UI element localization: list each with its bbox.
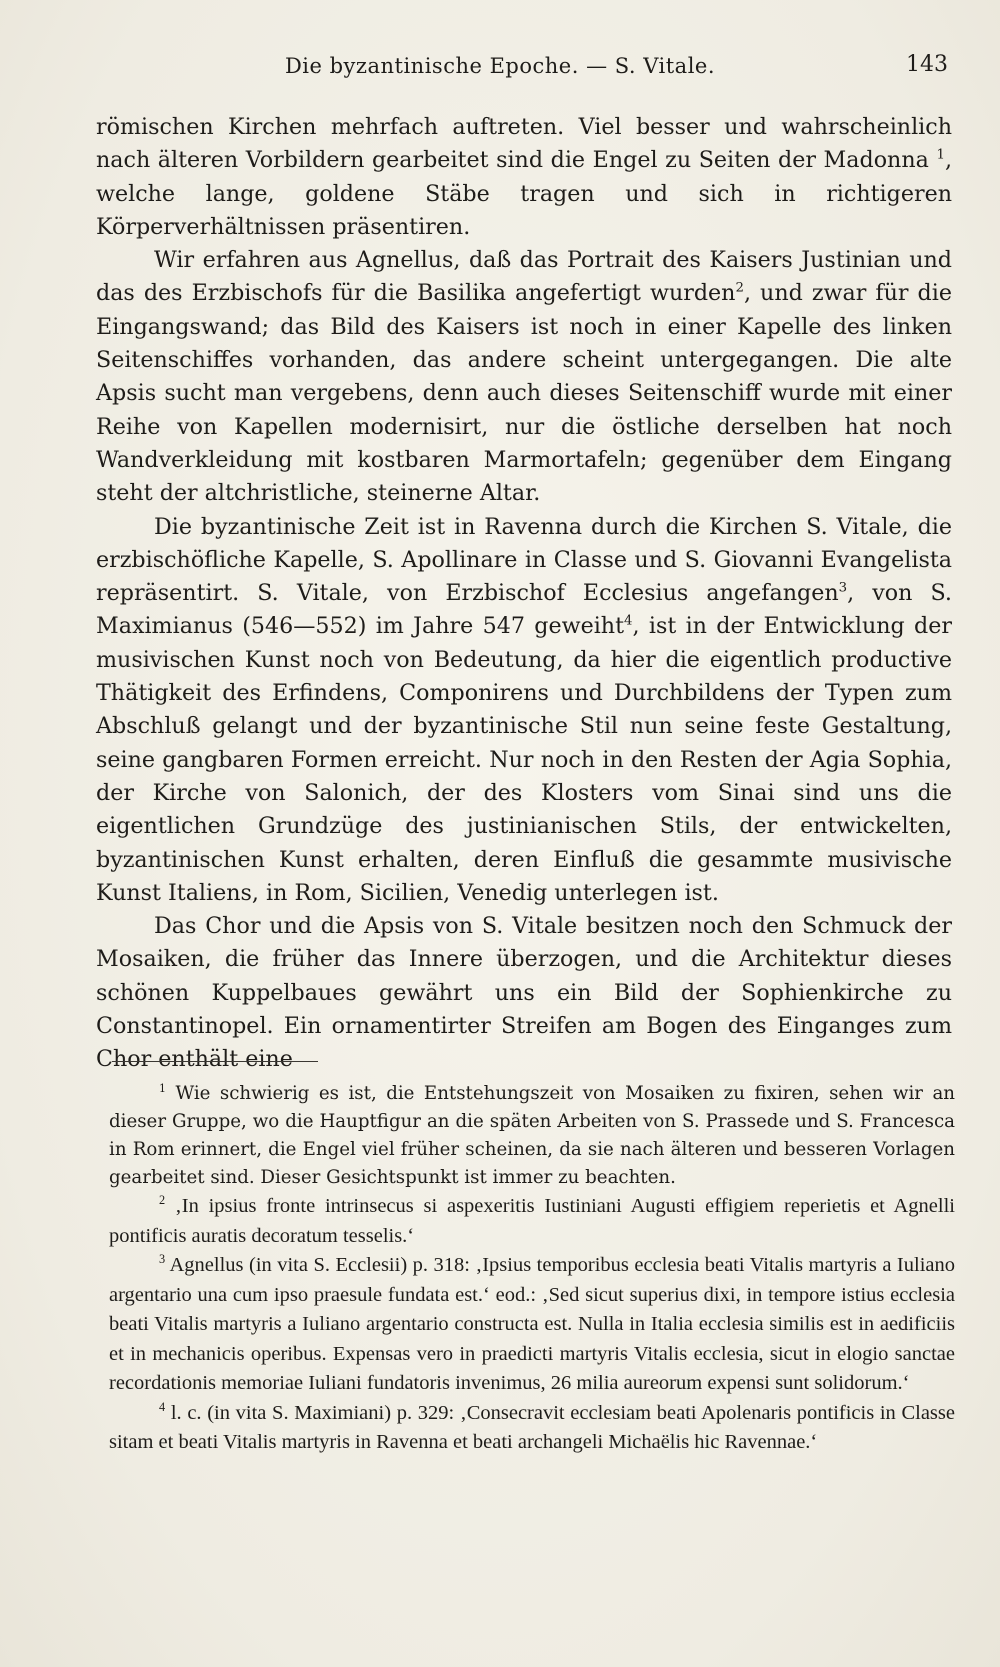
footnote-separator (112, 1061, 318, 1062)
footnote-marker: 4 (624, 614, 633, 630)
footnote-text: Wie schwierig es ist, die Entstehungszeit von Mosaiken zu fixiren, sehen wir an dieser Gruppe, wo die Hauptfigur an die späten Arbeiten von S. Prassede und S. Francesca in Rom erinnert, die Engel viel früher scheinen, da sie nach älteren und besseren Vorlagen gearbeitet sind. Dieser Gesichtspunkt ist immer zu beachten. (109, 1083, 955, 1188)
running-title: Die byzantinische Epoche. — S. Vitale. (284, 54, 716, 78)
footnote (109, 1192, 955, 1251)
footnote (109, 1399, 955, 1458)
body-text: Das Chor und die Apsis von S. Vitale besitzen noch den Schmuck der Mosaiken, die früher das Innere überzogen, und die Architektur dieses schönen Kuppelbaues gewährt uns ein Bild der Sophienkirche zu Constantinopel. Ein ornamentirter Streifen am Bogen des Einganges zum Chor enthält eine (96, 913, 952, 1073)
body-text: , und zwar für die Eingangswand; das Bild des Kaisers ist noch in einer Kapelle des linken Seitenschiffes vorhanden, das andere scheint untergegangen. Die alte Apsis sucht man vergebens, denn auch dieses Seitenschiff wurde mit einer Reihe von Kapellen modernisirt, nur die östliche derselben hat noch Wandverkleidung mit kostbaren Marmortafeln; gegenüber dem Eingang steht der altchristliche, steinerne Altar. (96, 280, 952, 507)
footnote-marker: 2 (735, 281, 744, 297)
footnote-text: l. c. (in vita S. Maximiani) p. 329: ‚Consecravit ecclesiam beati Apolenaris pontificis in Classe sitam et beati Vitalis martyris in Ravenna et beati archangeli Michaëlis hic Ravennae.‘ (109, 1401, 955, 1453)
footnote-number: 3 (159, 1252, 166, 1267)
body-text: römischen Kirchen mehrfach auftreten. Viel besser und wahrscheinlich nach älteren Vorbildern gearbeitet sind die Engel zu Seiten der Madonna (96, 114, 952, 174)
body-text: , von S. Maximianus (546—552) im Jahre 547 geweiht (96, 580, 952, 640)
footnote-text: Agnellus (in vita S. Ecclesii) p. 318: ‚Ipsius temporibus ecclesia beati Vitalis martyris a Iuliano argentario una cum ipso praesule fundata est.‘ eod.: ‚Sed sicut superius dixi, in tempore istius ecclesia beati Vitalis martyris a Iuliano argentario constructa est. Nulla in Italia ecclesia similis est in aedificiis et in mechanicis operibus. Expensas vero in praedicti martyris Vitalis ecclesia, sicut in elogio sanctae recordationis memoriae Iuliani fundatoris invenimus, 26 milia aureorum expensi sunt solidorum.‘ (109, 1254, 955, 1394)
main-text (96, 111, 952, 1077)
body-text: Wir erfahren aus Agnellus, daß das Portrait des Kaisers Justinian und das des Erzbischofs für die Basilika angefertigt wurden (96, 247, 952, 307)
footnote (109, 1080, 955, 1192)
footnote-marker: 3 (838, 580, 848, 596)
footnote (109, 1251, 955, 1399)
footnote-number: 4 (159, 1399, 166, 1414)
body-text: Die byzantinische Zeit ist in Ravenna durch die Kirchen S. Vitale, die erzbischöfliche Kapelle, S. Apollinare in Classe und S. Giovanni Evangelista repräsentirt. S. Vitale, von Erzbischof Ecclesius angefangen (96, 513, 952, 607)
page-header (0, 48, 1000, 88)
footnote-number: 1 (159, 1081, 166, 1095)
footnote-number: 2 (159, 1193, 166, 1208)
body-paragraph (96, 511, 952, 911)
body-paragraph (96, 910, 952, 1076)
body-paragraph (96, 111, 952, 244)
footnotes (109, 1080, 955, 1458)
body-paragraph (96, 244, 952, 510)
footnote-marker: 1 (936, 147, 945, 163)
footnote-text: ‚In ipsius fronte intrinsecus si aspexeritis Iustiniani Augusti effigiem reperietis et Agnelli pontificis auratis decoratum tesselis.‘ (109, 1195, 955, 1247)
page-number: 143 (906, 52, 948, 77)
body-text: , ist in der Entwicklung der musivischen Kunst noch von Bedeutung, da hier die eigentlich productive Thätigkeit des Erfindens, Componirens und Durchbildens der Typen zum Abschluß gelangt und der byzantinische Stil nun seine feste Gestaltung, seine gangbaren Formen erreicht. Nur noch in den Resten der Agia Sophia, der Kirche von Salonich, der des Klosters vom Sinai sind uns die eigentlichen Grundzüge des justinianischen Stils, der entwickelten, byzantinischen Kunst erhalten, deren Einfluß die gesammte musivische Kunst Italiens, in Rom, Sicilien, Venedig unterlegen ist. (96, 613, 952, 906)
body-text: , welche lange, goldene Stäbe tragen und sich in richtigeren Körperverhältnissen präsentiren. (96, 147, 952, 240)
